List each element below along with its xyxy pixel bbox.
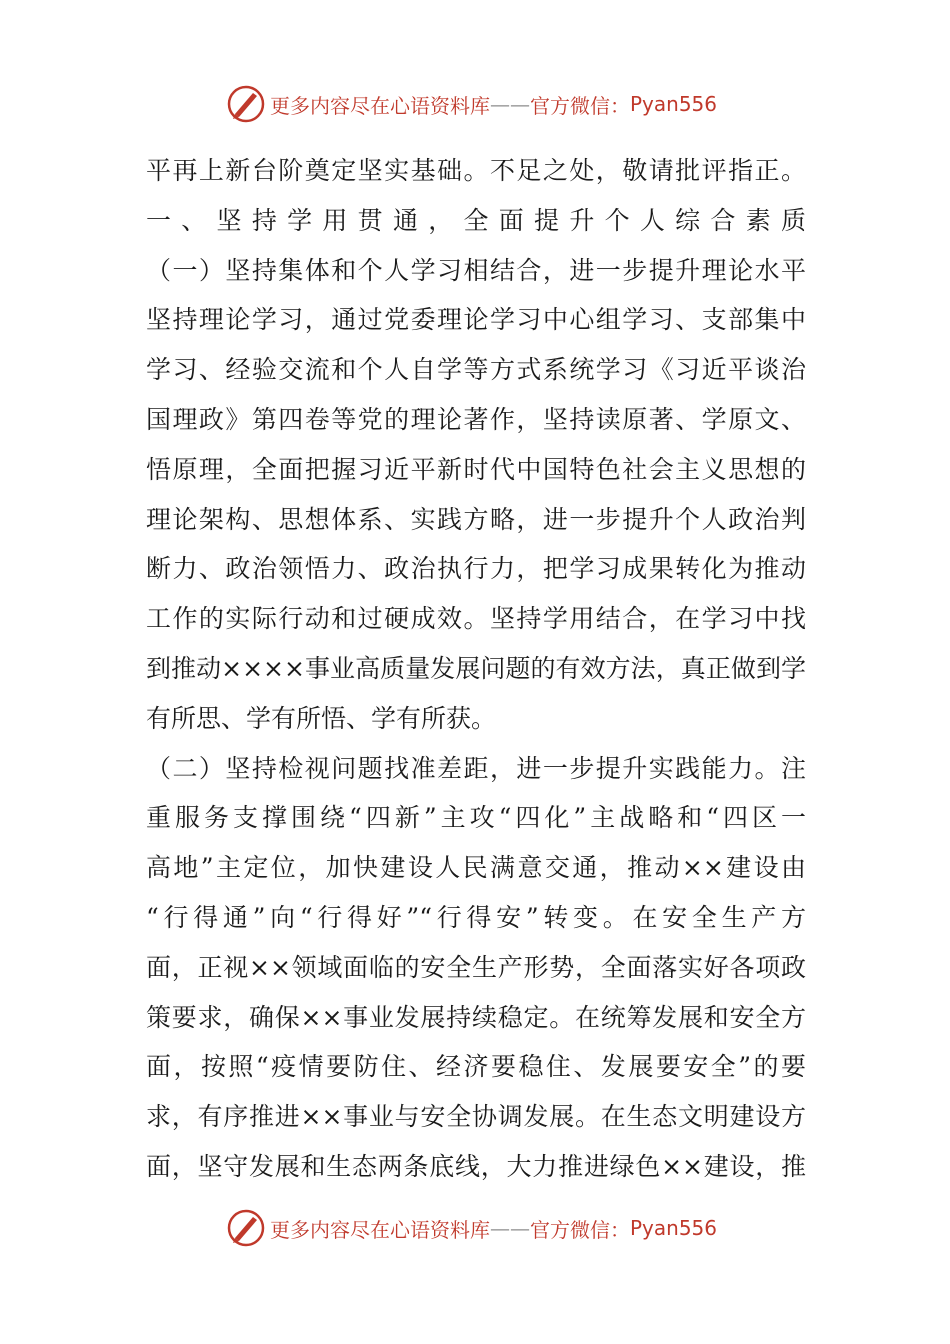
text-line: 断力、政治领悟力、政治执行力，把学习成果转化为推动 xyxy=(146,554,806,584)
text-line: 坚持理论学习，通过党委理论学习中心组学习、支部集中 xyxy=(146,305,806,335)
text-line: 策要求，确保××事业发展持续稳定。在统筹发展和安全方 xyxy=(146,1002,806,1032)
watermark-banner-top xyxy=(226,82,717,126)
text-line: 学习、经验交流和个人自学等方式系统学习《习近平谈治 xyxy=(146,355,806,385)
subsection-heading: （一）坚持集体和个人学习相结合，进一步提升理论水平 xyxy=(146,255,806,285)
text-line: 平再上新台阶奠定坚实基础。不足之处，敬请批评指正。 xyxy=(146,156,806,185)
text-line: 有所思、学有所悟、学有所获。 xyxy=(146,703,497,733)
text-line: “行得通”向“行得好”“行得安”转变。在安全生产方 xyxy=(146,902,806,932)
watermark-dash: —— xyxy=(490,92,530,116)
watermark-label: 官方微信： xyxy=(530,1217,630,1242)
pen-logo-icon xyxy=(226,84,266,124)
text-line: 工作的实际行动和过硬成效。坚持学用结合，在学习中找 xyxy=(146,604,806,634)
text-line: 面，正视××领域面临的安全生产形势，全面落实好各项政 xyxy=(146,952,806,982)
watermark-text: 更多内容尽在心语资料库 xyxy=(270,93,490,118)
text-line: 面，按照“疫情要防住、经济要稳住、发展要安全”的要 xyxy=(146,1052,806,1082)
text-line: 求，有序推进××事业与安全协调发展。在生态文明建设方 xyxy=(146,1102,806,1132)
watermark-wechat-id: Pyan556 xyxy=(630,1216,718,1240)
text-line: 理论架构、思想体系、实践方略，进一步提升个人政治判 xyxy=(146,504,806,534)
watermark-banner-bottom xyxy=(226,1206,717,1250)
watermark-label: 官方微信： xyxy=(530,93,630,118)
watermark-dash: —— xyxy=(490,1216,530,1240)
text-line: 重服务支撑围绕“四新”主攻“四化”主战略和“四区一 xyxy=(146,803,806,833)
text-line: 高地”主定位，加快建设人民满意交通，推动××建设由 xyxy=(146,853,806,883)
text-line: 悟原理，全面把握习近平新时代中国特色社会主义思想的 xyxy=(146,454,806,484)
pen-logo-icon xyxy=(226,1208,266,1248)
text-line: 面，坚守发展和生态两条底线，大力推进绿色××建设，推 xyxy=(146,1151,806,1181)
section-heading: 一、坚持学用贯通，全面提升个人综合素质 xyxy=(146,205,806,235)
watermark-wechat-id: Pyan556 xyxy=(630,92,718,116)
watermark-text: 更多内容尽在心语资料库 xyxy=(270,1217,490,1242)
text-line: 国理政》第四卷等党的理论著作，坚持读原著、学原文、 xyxy=(146,404,806,434)
document-body xyxy=(146,146,806,1192)
subsection-heading: （二）坚持检视问题找准差距，进一步提升实践能力。注 xyxy=(146,753,806,783)
text-line: 到推动××××事业高质量发展问题的有效方法，真正做到学 xyxy=(146,653,806,683)
